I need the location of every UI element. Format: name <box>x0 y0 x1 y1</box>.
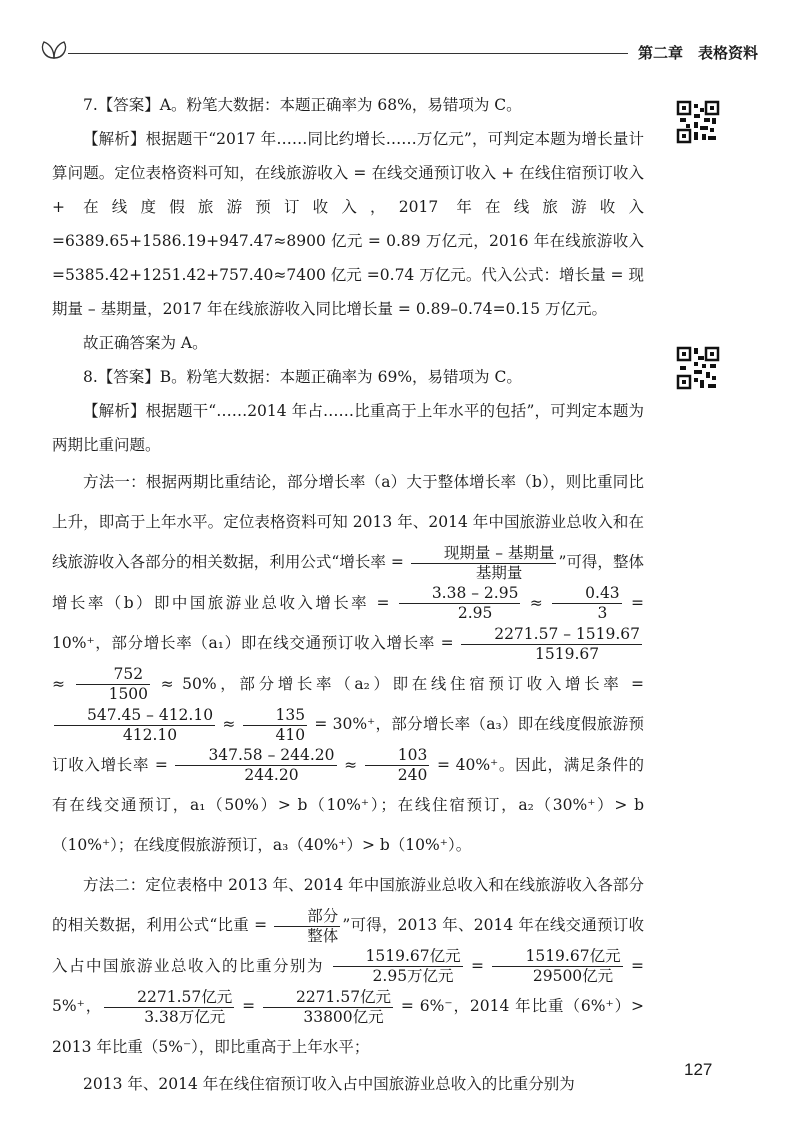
qr-code-icon[interactable] <box>676 346 720 390</box>
numerator: 135 <box>243 706 308 726</box>
denominator: 410 <box>275 725 306 744</box>
method-two-last: 2013 年、2014 年在线住宿预订收入占中国旅游业总收入的比重分别为 <box>83 1074 575 1093</box>
chapter-title: 第二章 表格资料 <box>634 42 762 63</box>
numerator: 部分 <box>274 907 340 927</box>
q8-analysis: 【解析】根据题干“……2014 年占……比重高于上年水平的包括”，可判定本题为两期比重问题。 <box>52 402 644 454</box>
numerator: 1519.67亿元 <box>492 947 622 967</box>
m1-text: ≈ 50%，部分增长率（a₂）即在线住宿预订收入增长率 = <box>152 674 644 693</box>
numerator: 现期量 – 基期量 <box>411 544 557 564</box>
denominator: 240 <box>397 766 428 784</box>
fraction <box>552 584 622 623</box>
fraction <box>411 544 557 583</box>
fraction <box>333 947 463 986</box>
m1-text: = 10%⁺，部分增长率（a₁）即在线交通预订收入增长率 = <box>52 593 645 652</box>
numerator: 0.43 <box>552 584 622 604</box>
fraction <box>492 947 622 986</box>
denominator: 412.10 <box>122 725 178 744</box>
q8-answer: 8.【答案】B。粉笔大数据：本题正确率为 69%，易错项为 C。 <box>83 368 522 386</box>
numerator: 103 <box>365 746 430 766</box>
denominator: 2.95万亿元 <box>372 967 454 985</box>
qr-code-icon[interactable] <box>676 100 720 144</box>
method-two: 方法二：定位表格中 2013 年、2014 年中国旅游业总收入和在线旅游收入各部分的相关数据，利用公式“比重 = $\frac{\text{部分}}{\text{整体}}$ ”可得，2013 年、2014 年在线交通预订收入占中国旅游业总收入的比重分别为 $\frac{\text{1519.67亿元}}{\text{2.95万亿元}}$ = $\frac{\text{1519.67亿元}}{\text{29500亿元}}$ = 5%⁺， $\frac{\text{2271.57亿元}}{\text{3.38万亿元}}$ = $\frac{\text{2271.57亿元}}{\text{33800亿元}}$ = 6%⁻，2014 年比重（6%⁺）> 2013 年比重（5%⁻），即比重高于上年水平； <box>52 876 645 1056</box>
numerator: 2271.57 – 1519.67 <box>461 625 642 645</box>
q7-answer: 7.【答案】A。粉笔大数据：本题正确率为 68%，易错项为 C。 <box>83 96 522 114</box>
m2-text: ”可得，2013 年、2014 年在线交通预订收入占中国旅游业总收入的比重分别为 <box>52 916 644 975</box>
denominator: 2.95 <box>457 604 493 622</box>
q7-conclusion: 故正确答案为 A。 <box>83 334 208 352</box>
numerator: 347.58 – 244.20 <box>175 746 336 766</box>
denominator: 244.20 <box>244 766 299 784</box>
numerator: 547.45 – 412.10 <box>54 706 215 726</box>
numerator: 3.38 – 2.95 <box>399 584 521 604</box>
denominator: 1500 <box>108 685 149 703</box>
m1-text: = 40%⁺。因此，满足条件的有在线交通预订，a₁（50%）> b（10%⁺）；在线住宿预订，a₂（30%⁺）> b（10%⁺）；在线度假旅游预订，a₃（40%⁺）> b（10%⁺）。 <box>52 755 645 854</box>
fraction <box>274 907 340 946</box>
page-number: 127 <box>684 1060 713 1079</box>
running-header <box>38 34 762 64</box>
denominator: 3.38万亿元 <box>144 1007 226 1026</box>
numerator: 1519.67亿元 <box>333 947 463 967</box>
leaf-icon <box>38 36 70 64</box>
numerator: 2271.57亿元 <box>263 988 393 1008</box>
denominator: 1519.67 <box>535 644 600 663</box>
fraction <box>399 584 521 623</box>
denominator: 基期量 <box>475 563 523 582</box>
numerator: 2271.57亿元 <box>104 988 234 1008</box>
m1-text: = 30%⁺，部分增长率（a₃）即在线度假旅游预订收入增长率 = <box>52 715 644 774</box>
page-body <box>52 88 644 1101</box>
denominator: 33800亿元 <box>303 1007 384 1026</box>
fraction <box>76 665 150 704</box>
q7-analysis: 【解析】根据题干“2017 年……同比约增长……万亿元”，可判定本题为增长量计算问题。定位表格资料可知，在线旅游收入 = 在线交通预订收入 + 在线住宿预订收入 + 在线度假旅游预订收入，2017 年在线旅游收入 =6389.65+1586.19+947.47≈8900 亿元 = 0.89 万亿元，2016 年在线旅游收入 =5385.42+1251.42+757.40≈7400 亿元 =0.74 万亿元。代入公式：增长量 = 现期量 – 基期量，2017 年在线旅游收入同比增长量 = 0.89–0.74=0.15 万亿元。 <box>52 130 644 318</box>
m2-text: = 5%⁺， <box>52 956 644 1015</box>
header-rule-left <box>68 53 628 54</box>
fraction <box>104 988 234 1027</box>
denominator: 整体 <box>307 926 339 945</box>
method-one: 方法一：根据两期比重结论，部分增长率（a）大于整体增长率（b），则比重同比上升，即高于上年水平。定位表格资料可知 2013 年、2014 年中国旅游业总收入和在线旅游收入各部分的相关数据，利用公式“增长率 = $\frac{\text{现期量 – 基期量}}{\text{基期量}}$ ”可得，整体增长率（b）即中国旅游业总收入增长率 = $\frac{3.38 - 2.95}{2.95}$ ≈ $\frac{0.43}{3}$ = 10%⁺，部分增长率（a₁）即在线交通预订收入增长率 = $\frac{2271.57 - 1519.67}{1519.67}$ ≈ $\frac{752}{1500}$ ≈ 50%，部分增长率（a₂）即在线住宿预订收入增长率 = $\frac{547.45 - 412.10}{412.10}$ ≈ $\frac{135}{410}$ = 30%⁺，部分增长率（a₃）即在线度假旅游预订收入增长率 = $\frac{347.58 - 244.20}{244.20}$ ≈ $\frac{103}{240}$ = 40%⁺。因此，满足条件的有在线交通预订，a₁（50%）> b（10%⁺）；在线住宿预订，a₂（30%⁺）> b（10%⁺）；在线度假旅游预订，a₃（40%⁺）> b（10%⁺）。 <box>52 473 645 854</box>
fraction <box>365 746 430 785</box>
m1-text: ”可得，整体增长率（b）即中国旅游业总收入增长率 = <box>52 553 644 612</box>
m2-text: 方法二：定位表格中 2013 年、2014 年中国旅游业总收入和在线旅游收入各部分的相关数据，利用公式“比重 = <box>52 876 644 934</box>
m1-text: 方法一：根据两期比重结论，部分增长率（a）大于整体增长率（b），则比重同比上升，即高于上年水平。定位表格资料可知 2013 年、2014 年中国旅游业总收入和在线旅游收入各部分的相关数据，利用公式“增长率 = <box>52 473 644 571</box>
denominator: 3 <box>597 604 608 622</box>
fraction <box>461 625 642 664</box>
fraction <box>175 746 336 785</box>
fraction <box>263 988 393 1027</box>
denominator: 29500亿元 <box>532 967 614 985</box>
fraction <box>243 706 308 745</box>
m2-text: = 6%⁻，2014 年比重（6%⁺）> 2013 年比重（5%⁻），即比重高于上年水平； <box>52 997 645 1056</box>
numerator: 752 <box>76 665 150 685</box>
fraction <box>54 706 215 745</box>
